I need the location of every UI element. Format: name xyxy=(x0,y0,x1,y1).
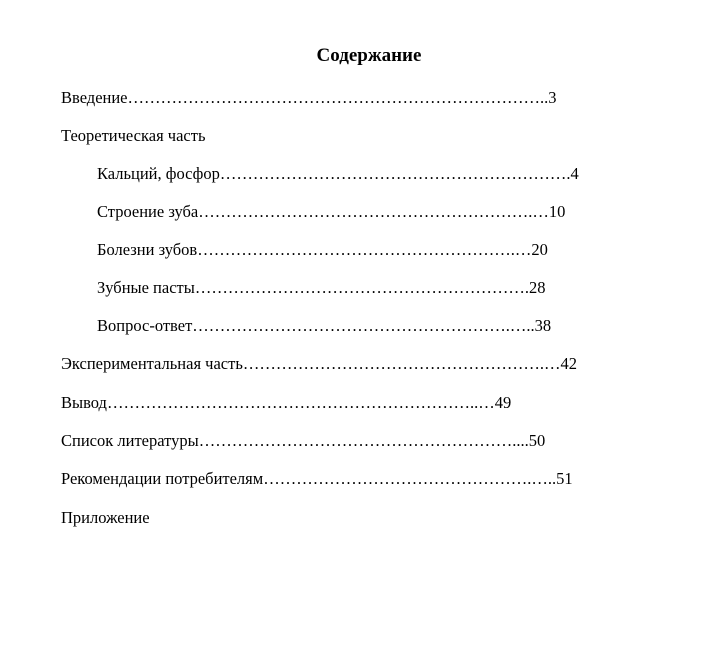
toc-entry-label: Болезни зубов xyxy=(97,240,198,259)
toc-entry-leader: ………………………………………………………. xyxy=(219,164,571,183)
toc-entry-page: 50 xyxy=(528,431,546,450)
toc-title: Содержание xyxy=(316,45,422,66)
toc-entry-page: 38 xyxy=(534,316,552,335)
toc-entry-page: 51 xyxy=(556,469,573,488)
toc-entry-tooth-diseases xyxy=(97,240,669,260)
toc-entry-page: 10 xyxy=(548,202,566,221)
toc-entry-page: 3 xyxy=(548,88,557,107)
toc-entry-theory xyxy=(61,126,661,146)
toc-entry-page: 20 xyxy=(531,240,548,259)
toc-entry-appendix xyxy=(61,508,661,528)
toc-entry-label: Введение xyxy=(61,88,128,107)
toc-entry-label: Строение зуба xyxy=(97,202,199,221)
toc-entry-label: Экспериментальная часть xyxy=(61,354,243,373)
toc-entry-leader: …………………………………………………….… xyxy=(198,202,549,221)
toc-entry-conclusion xyxy=(61,393,669,413)
toc-entry-leader: ……………………………………………….… xyxy=(242,354,561,373)
toc-entry-page: 42 xyxy=(560,354,577,373)
toc-entry-label: Вывод xyxy=(61,393,107,412)
toc-entry-recommendations xyxy=(61,469,665,489)
toc-entry-leader: ………………………………………………….… xyxy=(197,240,532,259)
toc-entry-page: 28 xyxy=(528,278,546,297)
toc-entry-references xyxy=(61,431,669,451)
toc-entry-leader: ………………………………………….….. xyxy=(263,469,557,488)
toc-entry-leader: ………………………………………………….….. xyxy=(192,316,535,335)
toc-entry-calcium xyxy=(97,164,662,184)
toc-entry-label: Теоретическая часть xyxy=(61,126,206,145)
toc-entry-label: Вопрос-ответ xyxy=(97,316,193,335)
toc-entry-label: Кальций, фосфор xyxy=(97,164,220,183)
toc-entry-toothpastes xyxy=(97,278,665,298)
toc-entry-leader: ………………………………………………………………….. xyxy=(127,88,549,107)
toc-entry-introduction xyxy=(61,88,661,108)
toc-entry-leader: …………………………………………………………..… xyxy=(106,393,495,412)
toc-entry-leader: ……………………………………………………. xyxy=(194,278,529,297)
toc-entry-tooth-structure xyxy=(97,202,667,222)
toc-entry-label: Зубные пасты xyxy=(97,278,195,297)
toc-entry-label: Приложение xyxy=(61,508,150,527)
toc-entry-label: Список литературы xyxy=(61,431,199,450)
toc-entry-label: Рекомендации потребителям xyxy=(61,469,264,488)
toc-entry-questions xyxy=(97,316,667,336)
toc-entry-experimental xyxy=(61,354,669,374)
toc-entry-page: 4 xyxy=(570,164,579,183)
toc-entry-leader: ………………………………………………….... xyxy=(198,431,529,450)
toc-entry-page: 49 xyxy=(494,393,512,412)
